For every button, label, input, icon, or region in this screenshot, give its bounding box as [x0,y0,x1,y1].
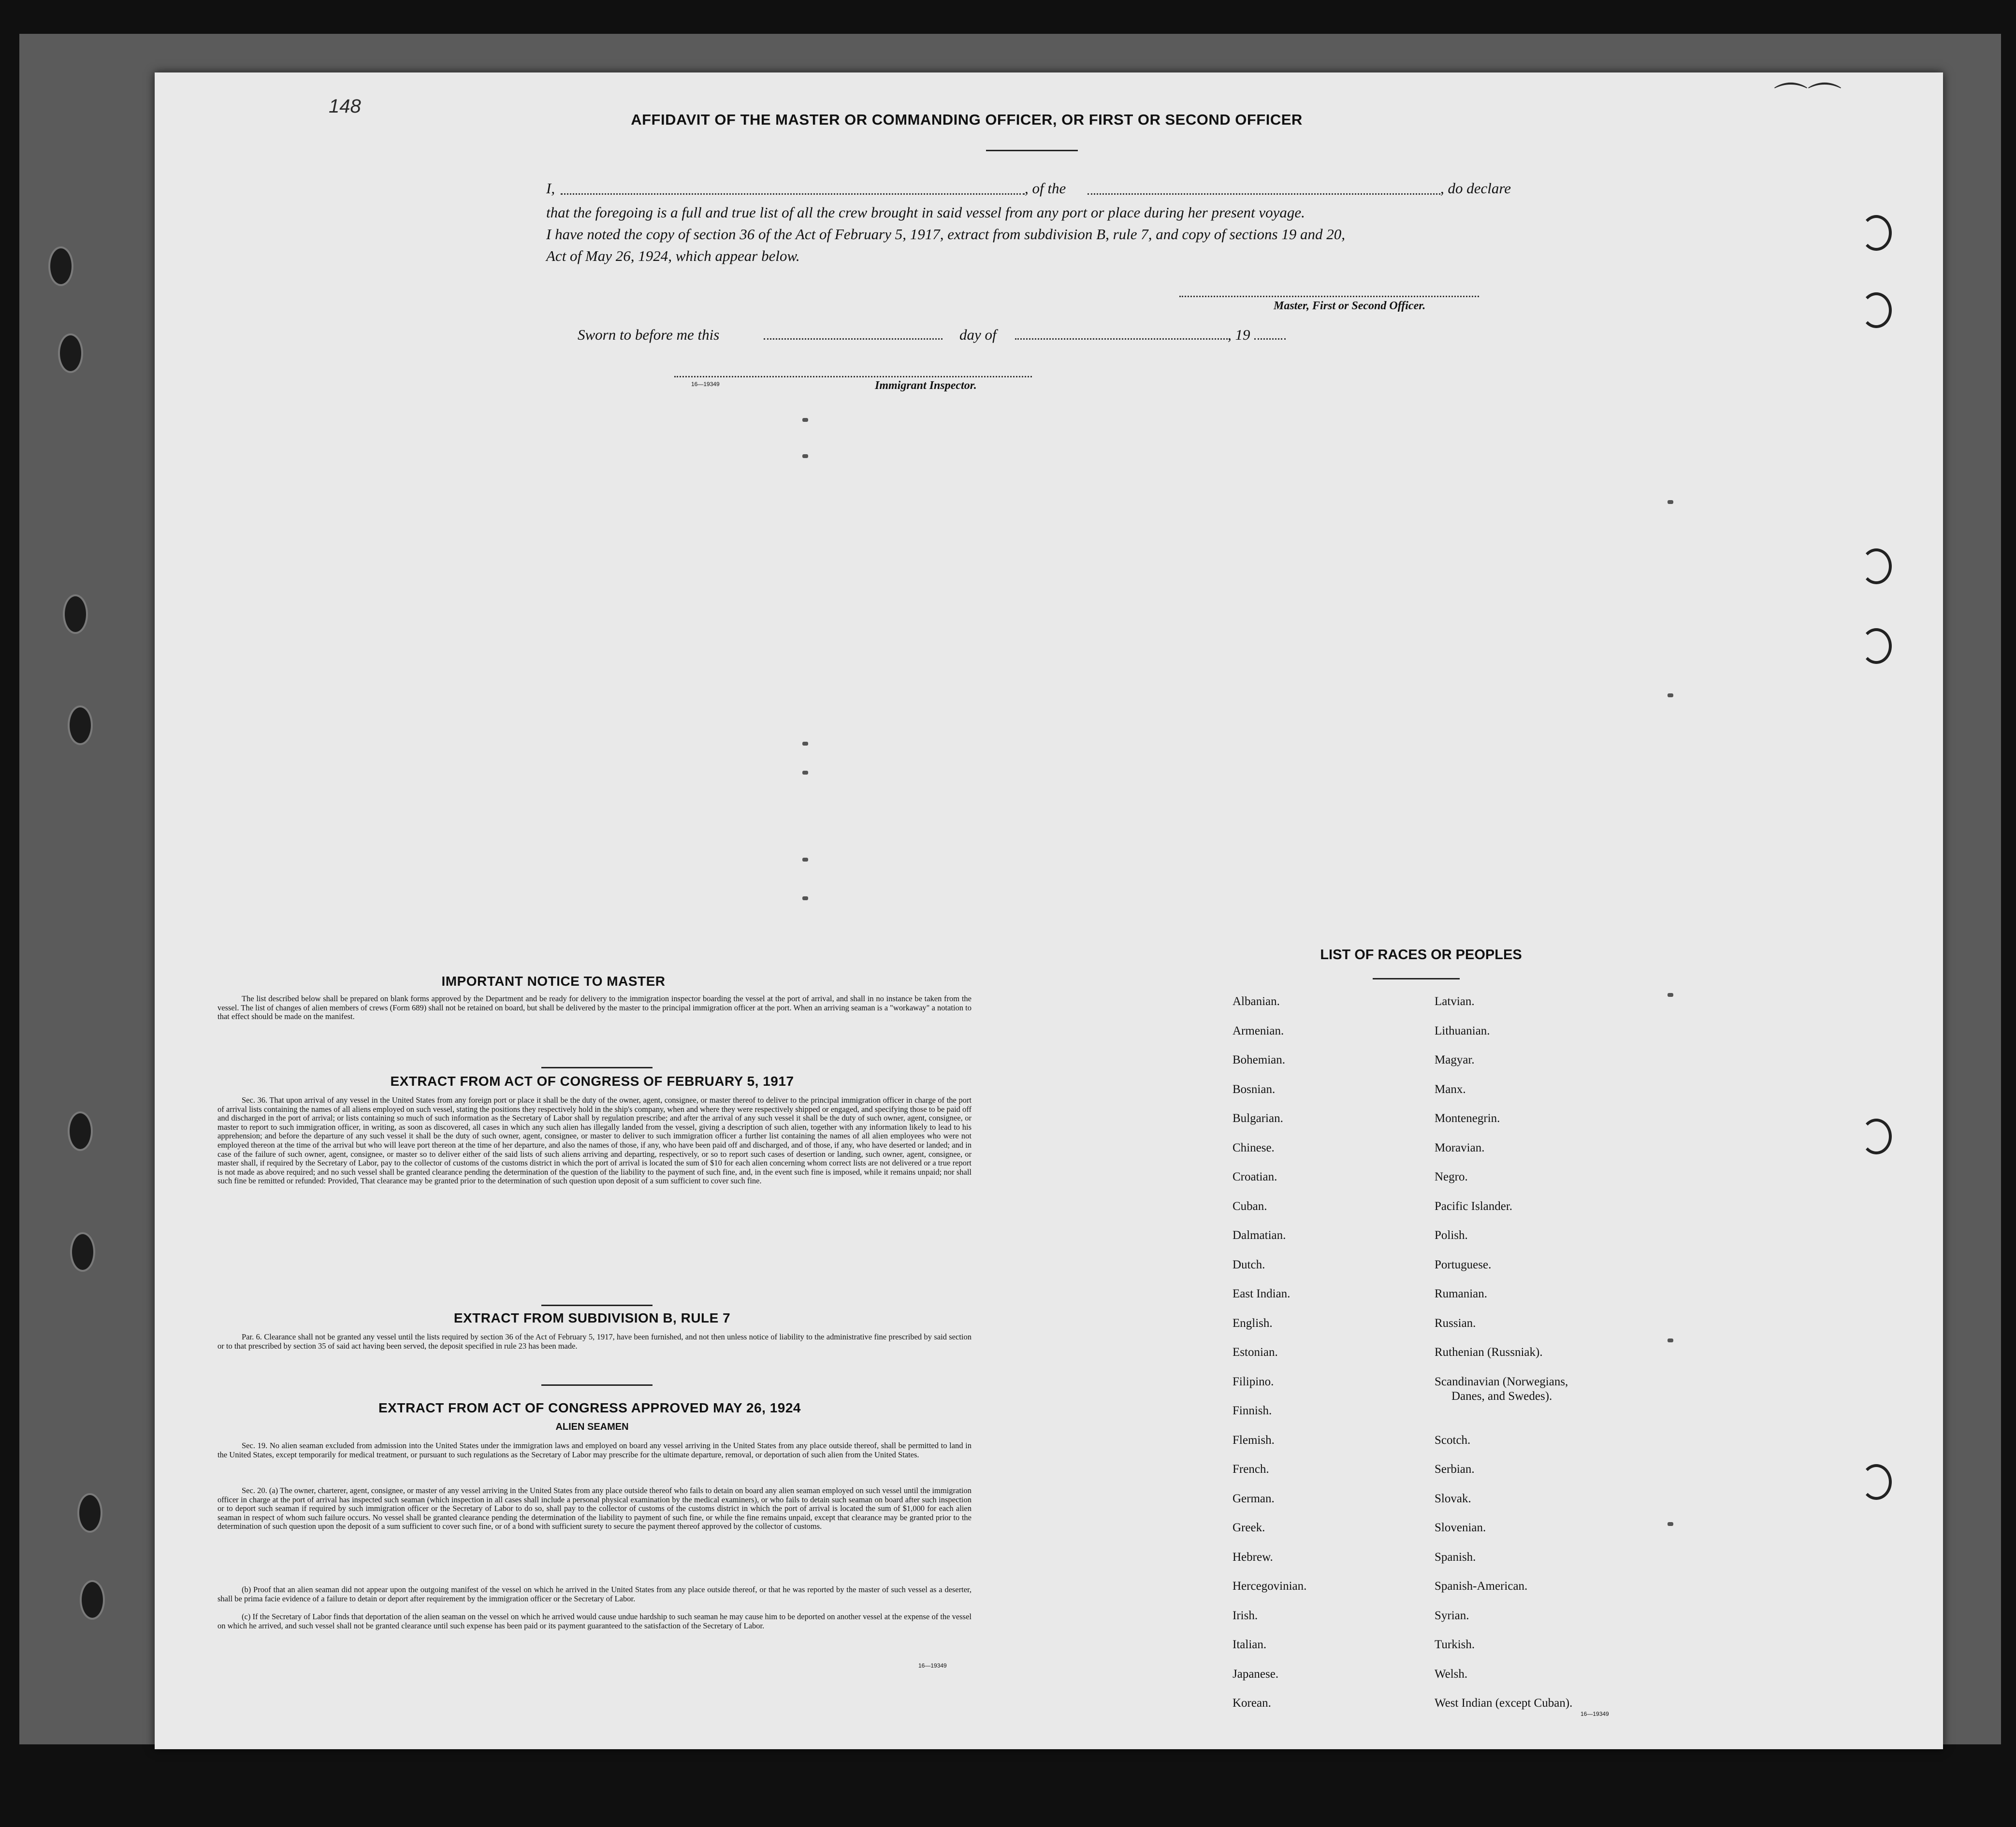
race-item: Spanish. [1435,1550,1476,1564]
affidavit-line-1-middle: , of the [1025,180,1066,197]
bleed-through-mark [802,418,808,422]
race-item: Polish. [1435,1229,1468,1242]
race-item: Lithuanian. [1435,1024,1490,1037]
bleed-through-mark [802,742,808,746]
races-divider [1373,978,1460,979]
bleed-through-mark [802,896,808,900]
notice-divider [541,1067,653,1068]
race-item: Filipino. [1233,1375,1274,1388]
race-item: Syrian. [1435,1609,1469,1622]
race-item: Slovak. [1435,1492,1471,1505]
race-item: Hercegovinian. [1233,1580,1307,1593]
race-item: Portuguese. [1435,1258,1492,1271]
race-item: Armenian. [1233,1024,1284,1037]
race-item: Slovenian. [1435,1521,1486,1534]
sworn-year-field[interactable] [1254,338,1286,340]
handwritten-page-number: 148 [329,96,361,117]
race-item: Montenegrin. [1435,1112,1500,1125]
race-item: Flemish. [1233,1433,1275,1447]
race-item: Bohemian. [1233,1053,1286,1066]
extract-rule7-title: EXTRACT FROM SUBDIVISION B, RULE 7 [453,1310,731,1325]
race-item: Pacific Islander. [1435,1199,1513,1213]
extract-1924-title: EXTRACT FROM ACT OF CONGRESS APPROVED MAY 26, 1924 [378,1400,801,1415]
race-item: Russian. [1435,1316,1476,1330]
punch-hole-icon [68,705,93,745]
extract-1917-text: Sec. 36. That upon arrival of any vessel in the United States from any foreign port or place it shall be the duty of the owner, agent, consignee, or master thereof to deliver to the principal immigration officer in charge of the port of arrival lists containing the names of all aliens employed on such vessel, stating the positions they respectively hold in the ship's company, when and where they were respectively shipped or engaged, and specifying those to be paid off and discharged in the port of arrival; or lists containing so much of such information as the Secretary of Labor shall by regulation prescribe; and after the arrival of any such vessel it shall be the duty of such owner, agent, consignee, or master to report to such immigration officer, in writing, as soon as discovered, all cases in which any such alien has illegally landed from the vessel, giving a description of such alien, together with any information likely to lead to his apprehension; and before the departure of any such vessel it shall be the duty of such owner, agent, consignee, or master to deliver to such immigration officer a further list containing the names of all alien employees who were not employed thereon at the time of the arrival but who will leave port thereon at the time of her departure, and also the names of those, if any, who have been paid off and discharged, and of those, if any, who have deserted or landed; and in case of the failure of such owner, agent, consignee, or master so to deliver either of the said lists of such aliens arriving and departing, respectively, or so to report such cases of desertion or landing, such owner, agent, consignee, or master shall, if required by the Secretary of Labor, pay to the collector of customs of the customs district in which the port of arrival is located the sum of $10 for each alien concerning whom correct lists are not delivered or a true report is not made as above required; and no such vessel shall be granted clearance pending the determination of the question of the liability to the payment of such fine, and, in the event such fine is imposed, while it remains unpaid; nor shall such fine be remitted or refunded: Provided, That clearance may be granted prior to the determination of such question upon deposit of a sum sufficient to cover such fine. [218,1095,972,1186]
master-name-field[interactable] [561,193,1025,195]
bleed-through-mark [802,771,808,775]
race-item: Korean. [1233,1697,1271,1710]
extract-1924-subtitle: ALIEN SEAMEN [555,1422,629,1432]
binder-ring-icon [1861,628,1892,664]
race-item: Scandinavian (Norwegians, [1435,1375,1568,1388]
race-item: Manx. [1435,1082,1466,1096]
signature-caption: Master, First or Second Officer. [1274,300,1426,312]
punch-hole-icon [77,1493,102,1533]
sworn-start: Sworn to before me this [578,326,720,343]
inspector-caption: Immigrant Inspector. [875,379,977,392]
sworn-year-prefix: , 19 [1228,326,1250,343]
punch-hole-icon [48,246,73,286]
race-item: Japanese. [1233,1667,1279,1681]
affidavit-line-1-prefix: I, [546,180,555,197]
race-item: Croatian. [1233,1170,1277,1183]
race-item: Dalmatian. [1233,1229,1286,1242]
corner-scribble-icon: ⌒⌒ [1774,81,1842,118]
sworn-day-field[interactable] [764,338,943,340]
punch-hole-icon [80,1580,105,1620]
extract-1917-title: EXTRACT FROM ACT OF CONGRESS OF FEBRUARY 5, 1917 [390,1074,794,1089]
vessel-name-field[interactable] [1088,193,1440,195]
race-item: Welsh. [1435,1667,1468,1681]
extract-1924-sec20a: Sec. 20. (a) The owner, charterer, agent, consignee, or master of any vessel arriving in the United States from any place outside thereof who fails to detain on board any alien seaman employed on such vessel until the immigration officer in charge at the port of arrival has inspected such seaman (which inspection in all cases shall include a personal physical examination by the medical examiners), or who fails to detain such seaman on board after such inspection or to deport such seaman if required by such immigration officer or the Secretary of Labor to do so, shall pay to the collector of customs of the customs district in which the port of arrival is located the sum of $1,000 for each alien seaman in respect of whom such failure occurs. No vessel shall be granted clearance pending the determination of the liability to payment of such fine, or while the fine remains unpaid, except that clearance may be granted prior to the determination of such question upon the deposit of a sum sufficient to cover such fine, or of a bond with sufficient surety to secure the payment thereof approved by the collector of customs. [218,1486,972,1531]
race-item: Ruthenian (Russniak). [1435,1346,1543,1359]
binder-ring-icon [1861,1119,1892,1154]
race-item: French. [1233,1463,1269,1476]
race-item: Spanish-American. [1435,1580,1528,1593]
race-item: Moravian. [1435,1141,1485,1154]
affidavit-line-2: that the foregoing is a full and true list of all the crew brought in said vessel from any port or place during her present voyage. [546,204,1305,221]
affidavit-title: AFFIDAVIT OF THE MASTER OR COMMANDING OFFICER, OR FIRST OR SECOND OFFICER [631,111,1303,128]
race-item: Hebrew. [1233,1550,1273,1564]
binder-ring-icon [1861,292,1892,328]
punch-hole-icon [63,594,88,634]
sworn-month-field[interactable] [1015,338,1228,340]
races-right-column [1435,994,1686,1726]
extract-rule7-text: Par. 6. Clearance shall not be granted any vessel until the lists required by section 36 of the Act of February 5, 1917, have been furnished, and not then unless notice of liability to the administrative fine prescribed by said section or to that prescribed by section 35 of said act having been served, the deposit specified in rule 23 has been made. [218,1332,972,1351]
notice-title: IMPORTANT NOTICE TO MASTER [441,974,666,989]
inspector-signature-field[interactable] [674,376,1032,377]
race-item: Greek. [1233,1521,1265,1534]
bleed-through-mark [1668,500,1673,504]
race-item: Danes, and Swedes). [1451,1389,1552,1403]
race-item: Estonian. [1233,1346,1278,1359]
race-item: English. [1233,1316,1273,1330]
race-item: Bosnian. [1233,1082,1276,1096]
extract-1924-sec20c: (c) If the Secretary of Labor finds that deportation of the alien seaman on the vessel on which he arrived would cause undue hardship to such seaman he may cause him to be deported on another vessel at the expense of the vessel on which he arrived, and such vessel shall not be granted clearance until such expense has been paid or its payment guaranteed to the satisfaction of the Secretary of Labor. [218,1612,972,1630]
affidavit-form-code: 16—19349 [691,381,720,388]
extract-1917-divider [541,1305,653,1306]
punch-hole-icon [70,1232,95,1272]
race-item: Turkish. [1435,1638,1475,1651]
binder-ring-icon [1861,548,1892,584]
race-item: Cuban. [1233,1199,1267,1213]
races-left-column [1233,994,1426,1726]
races-title: LIST OF RACES OR PEOPLES [1320,947,1522,963]
races-form-code: 16—19349 [1581,1711,1609,1717]
race-item: Negro. [1435,1170,1468,1183]
extract-1924-form-code: 16—19349 [918,1662,947,1669]
race-item: Magyar. [1435,1053,1475,1066]
race-item: Scotch. [1435,1433,1471,1447]
binder-ring-icon [1861,1464,1892,1500]
extract-1924-sec19: Sec. 19. No alien seaman excluded from admission into the United States under the immigration laws and employed on board any vessel arriving in the United States from any place outside thereof, shall be permitted to land in the United States, except temporarily for medical treatment, or pursuant to such regulations as the Secretary of Labor may prescribe for the ultimate departure, removal, or deportation of such alien from the United States. [218,1441,972,1459]
race-item: Finnish. [1233,1404,1272,1417]
bleed-through-mark [802,454,808,458]
race-item: Albanian. [1233,995,1280,1008]
race-item: Latvian. [1435,995,1475,1008]
extract-rule7-divider [541,1384,653,1386]
race-item: Dutch. [1233,1258,1265,1271]
extract-1924-sec20b: (b) Proof that an alien seaman did not appear upon the outgoing manifest of the vessel on which he arrived in the United States from any place outside thereof, or that he was reported by the master of such vessel as a deserter, shall be prima facie evidence of a failure to detain or deport after requirement by the immigration officer or the Secretary of Labor. [218,1585,972,1603]
affidavit-line-4: Act of May 26, 1924, which appear below. [546,247,800,264]
sworn-day-of: day of [959,326,997,343]
bleed-through-mark [802,858,808,862]
affidavit-line-3: I have noted the copy of section 36 of the Act of February 5, 1917, extract from subdivision B, rule 7, and copy of sections 19 and 20, [546,226,1346,243]
race-item: East Indian. [1233,1287,1291,1300]
race-item: Irish. [1233,1609,1258,1622]
affidavit-line-1-suffix: , do declare [1440,180,1511,197]
punch-hole-icon [68,1111,93,1151]
race-item: Chinese. [1233,1141,1275,1154]
race-item: German. [1233,1492,1275,1505]
race-item: Serbian. [1435,1463,1475,1476]
punch-hole-icon [58,333,83,373]
binder-ring-icon [1861,215,1892,251]
title-underline [986,150,1078,151]
race-item: Rumanian. [1435,1287,1488,1300]
master-signature-field[interactable] [1179,296,1479,297]
notice-text: The list described below shall be prepared on blank forms approved by the Department and be ready for delivery to the immigration inspector boarding the vessel at the port of arrival, and shall in no instance be taken from the vessel. The list of changes of alien members of crews (Form 689) shall not be retained on board, but shall be delivered by the master to the principal immigration officer at the port. When an arriving seaman is a "workaway" a notation to that effect should be made on the manifest. [218,994,972,1021]
race-item: West Indian (except Cuban). [1435,1697,1573,1710]
bleed-through-mark [1668,693,1673,697]
race-item: Bulgarian. [1233,1112,1283,1125]
race-item: Italian. [1233,1638,1267,1651]
